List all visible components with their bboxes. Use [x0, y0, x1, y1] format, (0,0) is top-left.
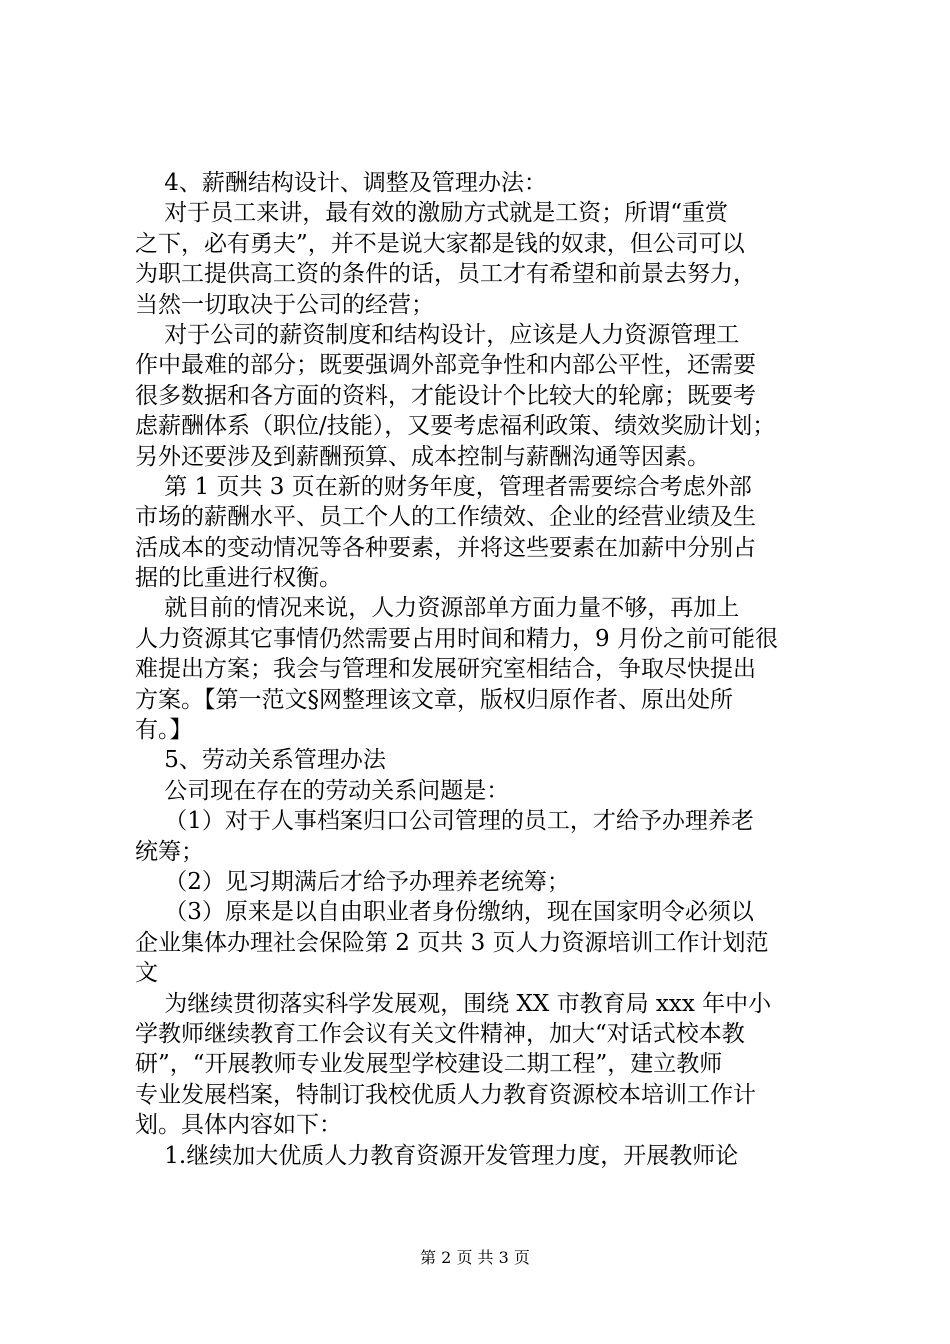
text-line: 之下，必有勇夫”，并不是说大家都是钱的奴隶，但公司可以 — [135, 230, 745, 257]
text-line: 划。具体内容如下： — [135, 1112, 342, 1139]
text-line: 第 1 页共 3 页在新的财务年度，管理者需要综合考虑外部 — [135, 473, 752, 500]
text-line: 虑薪酬体系（职位/技能），又要考虑福利政策、绩效奖励计划； — [135, 413, 776, 440]
text-line: 人力资源其它事情仍然需要占用时间和精力，9 月份之前可能很 — [135, 625, 778, 652]
text-line: 企业集体办理社会保险第 2 页共 3 页人力资源培训工作计划范 — [135, 929, 769, 956]
text-line: 对于公司的薪资制度和结构设计，应该是人力资源管理工 — [135, 321, 740, 348]
text-line: 公司现在存在的劳动关系问题是： — [135, 777, 510, 804]
text-line: （2）见习期满后才给予办理养老统筹； — [135, 868, 570, 895]
text-line: （3）原来是以自由职业者身份缴纳，现在国家明令必须以 — [135, 899, 754, 926]
page-footer: 第 2 页 共 3 页 — [420, 1248, 530, 1267]
text-line: 作中最难的部分；既要强调外部竞争性和内部公平性，还需要 — [135, 352, 756, 379]
text-line: 有。】 — [135, 717, 193, 744]
text-line: 专业发展档案，特制订我校优质人力教育资源校本培训工作计 — [135, 1081, 756, 1108]
text-line: 难提出方案；我会与管理和发展研究室相结合，争取尽快提出 — [135, 656, 756, 683]
text-line: 为职工提供高工资的条件的话，员工才有希望和前景去努力， — [135, 261, 756, 288]
text-line: （1）对于人事档案归口公司管理的员工，才给予办理养老 — [135, 808, 754, 835]
text-line: 为继续贯彻落实科学发展观，围绕 XX 市教育局 xxx 年中小 — [135, 990, 772, 1017]
text-line: 1.继续加大优质人力教育资源开发管理力度，开展教师论 — [135, 1142, 739, 1169]
text-line: 方案。【第一范文§网整理该文章，版权归原作者、原出处所 — [135, 686, 733, 713]
text-line: 5、劳动关系管理办法 — [135, 747, 386, 774]
document-body — [135, 168, 835, 1171]
text-line: 文 — [135, 960, 158, 987]
text-line: 活成本的变动情况等各种要素，并将这些要素在加薪中分别占 — [135, 534, 756, 561]
text-line: 统筹； — [135, 838, 204, 865]
text-line: 就目前的情况来说，人力资源部单方面力量不够，再加上 — [135, 595, 740, 622]
text-line: 当然一切取决于公司的经营； — [135, 291, 434, 318]
text-line: 市场的薪酬水平、员工个人的工作绩效、企业的经营业绩及生 — [135, 504, 756, 531]
text-line: 学教师继续教育工作会议有关文件精神，加大“对话式校本教 — [135, 1020, 745, 1047]
text-line: 据的比重进行权衡。 — [135, 565, 342, 592]
text-line: 另外还要涉及到薪酬预算、成本控制与薪酬沟通等因素。 — [135, 443, 710, 470]
text-line: 对于员工来讲，最有效的激励方式就是工资；所谓“重赏 — [135, 200, 729, 227]
text-line: 很多数据和各方面的资料，才能设计个比较大的轮廓；既要考 — [135, 382, 756, 409]
text-line: 4、薪酬结构设计、调整及管理办法： — [135, 170, 547, 196]
text-line: 研”，“开展教师专业发展型学校建设二期工程”，建立教师 — [135, 1051, 723, 1078]
